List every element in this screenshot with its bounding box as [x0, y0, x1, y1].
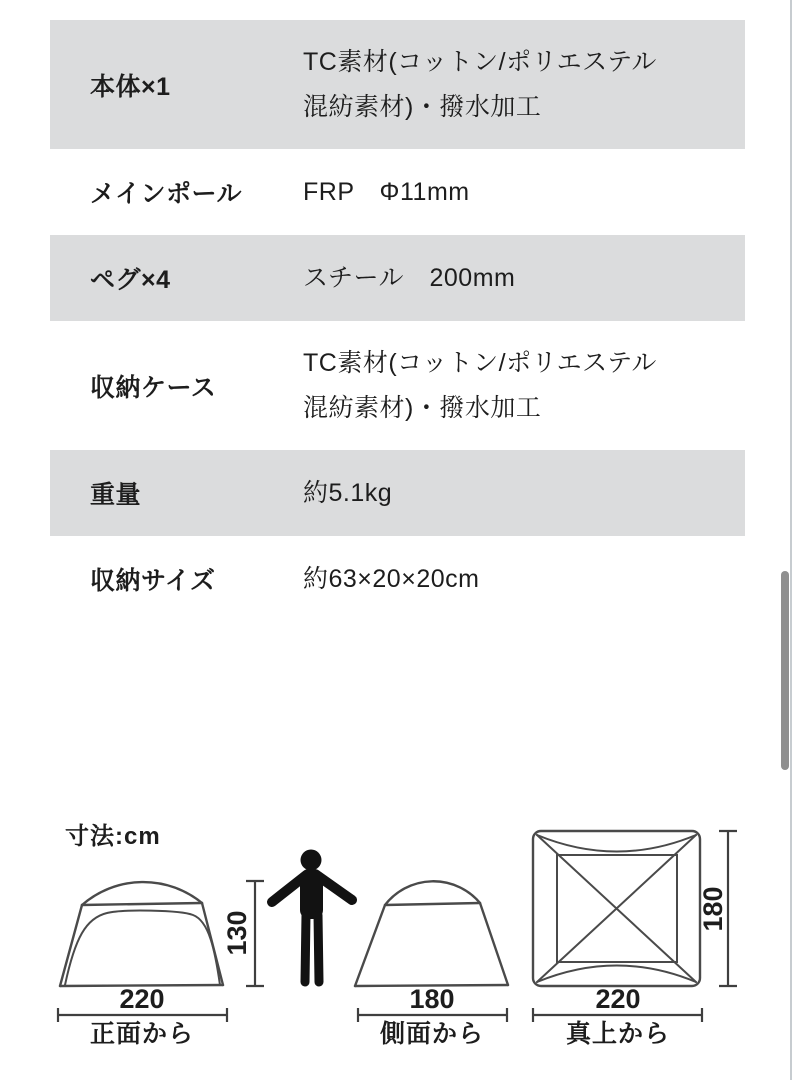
- front-width-dimension-line: [58, 984, 227, 1022]
- spec-value: [303, 170, 480, 215]
- spec-row: [50, 450, 745, 536]
- spec-label: 収納サイズ: [90, 567, 216, 595]
- spec-value-line: 混紡素材)・撥水加工: [303, 92, 542, 121]
- front-view-caption: 正面から: [89, 1020, 195, 1048]
- top-width-dimension-line: [533, 984, 702, 1022]
- spec-row: [50, 536, 745, 622]
- spec-value-line: スチール 200mm: [303, 263, 516, 292]
- top-depth-value: 180: [698, 886, 729, 932]
- spec-row: [50, 20, 745, 149]
- scrollbar-thumb[interactable]: [781, 571, 789, 770]
- spec-value-line: 約5.1kg: [303, 478, 393, 507]
- spec-value: [303, 557, 489, 602]
- spec-value: [303, 40, 667, 130]
- front-height-value: 130: [222, 910, 253, 956]
- spec-row: [50, 235, 745, 321]
- side-width-dimension-line: [358, 984, 507, 1022]
- front-door-arch: [65, 911, 220, 985]
- scrollbar-track: [790, 0, 792, 1080]
- spec-label: 収納ケース: [90, 373, 217, 402]
- spec-value-line: 約63×20×20cm: [303, 564, 480, 593]
- spec-value: [303, 256, 525, 301]
- spec-value-line: TC素材(コットン/ポリエステル: [303, 348, 657, 377]
- spec-row: [50, 321, 745, 450]
- spec-label: メインポール: [90, 180, 243, 208]
- front-view-drawing: [60, 882, 223, 986]
- top-width-value: 220: [595, 984, 641, 1014]
- spec-value-line: 混紡素材)・撥水加工: [303, 393, 542, 422]
- spec-value: [303, 471, 402, 516]
- spec-label: ペグ×4: [90, 266, 171, 294]
- top-view-caption: 真上から: [565, 1020, 671, 1048]
- spec-label: 重量: [90, 481, 142, 509]
- spec-value-line: TC素材(コットン/ポリエステル: [303, 47, 657, 76]
- side-width-value: 180: [409, 984, 455, 1014]
- spec-label: 本体×1: [90, 72, 171, 101]
- spec-value-line: FRP Φ11mm: [303, 177, 470, 206]
- front-width-value: 220: [119, 984, 165, 1014]
- spec-row: [50, 149, 745, 235]
- spec-table: [50, 20, 745, 622]
- side-view-caption: 側面から: [379, 1020, 485, 1048]
- top-depth-dimension-line: [698, 831, 737, 986]
- dimensions-diagram: [40, 810, 750, 1065]
- height-dimension-line: [222, 881, 264, 986]
- spec-value: [303, 341, 667, 431]
- person-icon: [272, 850, 352, 983]
- side-view-drawing: [355, 881, 508, 986]
- unit-label: 寸法:cm: [65, 823, 161, 850]
- top-view-drawing: [533, 831, 700, 986]
